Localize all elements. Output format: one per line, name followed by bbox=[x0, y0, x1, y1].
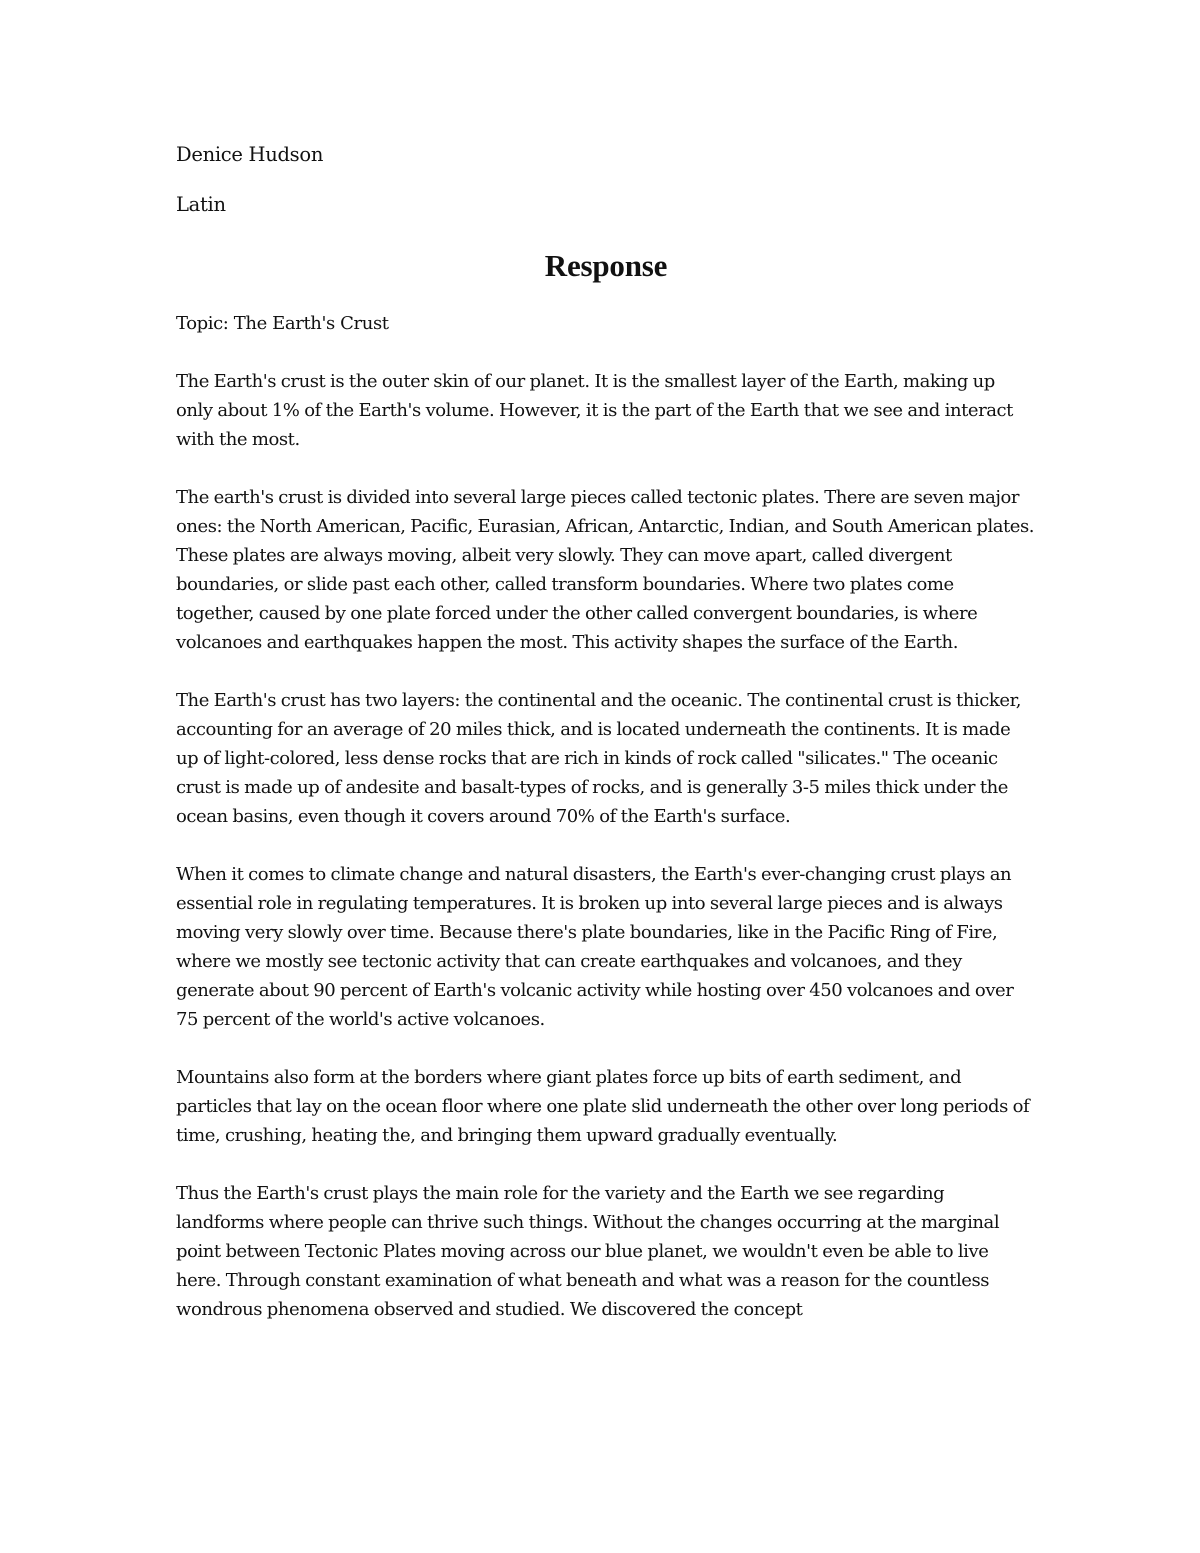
paragraph-mountains: Mountains also form at the borders where giant plates force up bits of earth sediment, and particles that lay on the ocean floor where one plate slid underneath the other over long periods of time, crushing, heating the, and bringing them upward gradually eventually. bbox=[176, 1067, 1030, 1146]
topic-line: Topic: The Earth's Crust bbox=[176, 313, 389, 334]
paragraph-crust-layers: The Earth's crust has two layers: the continental and the oceanic. The continental crust is thicker, accounting for an average of 20 miles thick, and is located underneath the continents. It is made up of light-colored, less dense rocks that are rich in kinds of rock called "silicates." The oceanic crust is made up of andesite and basalt-types of rocks, and is generally 3-5 miles thick under the ocean basins, even though it covers around 70% of the Earth's surface. bbox=[176, 690, 1022, 827]
author-name: Denice Hudson bbox=[176, 143, 324, 166]
paragraph-conclusion: Thus the Earth's crust plays the main role for the variety and the Earth we see regarding landforms where people can thrive such things. Without the changes occurring at the marginal point between Tectonic Plates moving across our blue planet, we wouldn't even be able to live here. Through constant examination of what beneath and what was a reason for the countless wondrous phenomena observed and studied. We discovered the concept bbox=[176, 1183, 1000, 1320]
paragraph-tectonic-plates: The earth's crust is divided into several large pieces called tectonic plates. There are seven major ones: the North American, Pacific, Eurasian, African, Antarctic, Indian, and South American plates. These plates are always moving, albeit very slowly. They can move apart, called divergent boundaries, or slide past each other, called transform boundaries. Where two plates come together, caused by one plate forced under the other called convergent boundaries, is where volcanoes and earthquakes happen the most. This activity shapes the surface of the Earth. bbox=[176, 487, 1035, 653]
subject-line: Latin bbox=[176, 193, 226, 216]
paragraph-intro: The Earth's crust is the outer skin of our planet. It is the smallest layer of the Earth, making up only about 1% of the Earth's volume. However, it is the part of the Earth that we see and interact with the most. bbox=[176, 371, 1013, 450]
paragraph-climate: When it comes to climate change and natural disasters, the Earth's ever-changing crust plays an essential role in regulating temperatures. It is broken up into several large pieces and is always moving very slowly over time. Because there's plate boundaries, like in the Pacific Ring of Fire, where we mostly see tectonic activity that can create earthquakes and volcanoes, and they generate about 90 percent of Earth's volcanic activity while hosting over 450 volcanoes and over 75 percent of the world's active volcanoes. bbox=[176, 864, 1014, 1030]
document-page bbox=[176, 140, 1036, 1324]
document-title: Response bbox=[544, 248, 668, 283]
